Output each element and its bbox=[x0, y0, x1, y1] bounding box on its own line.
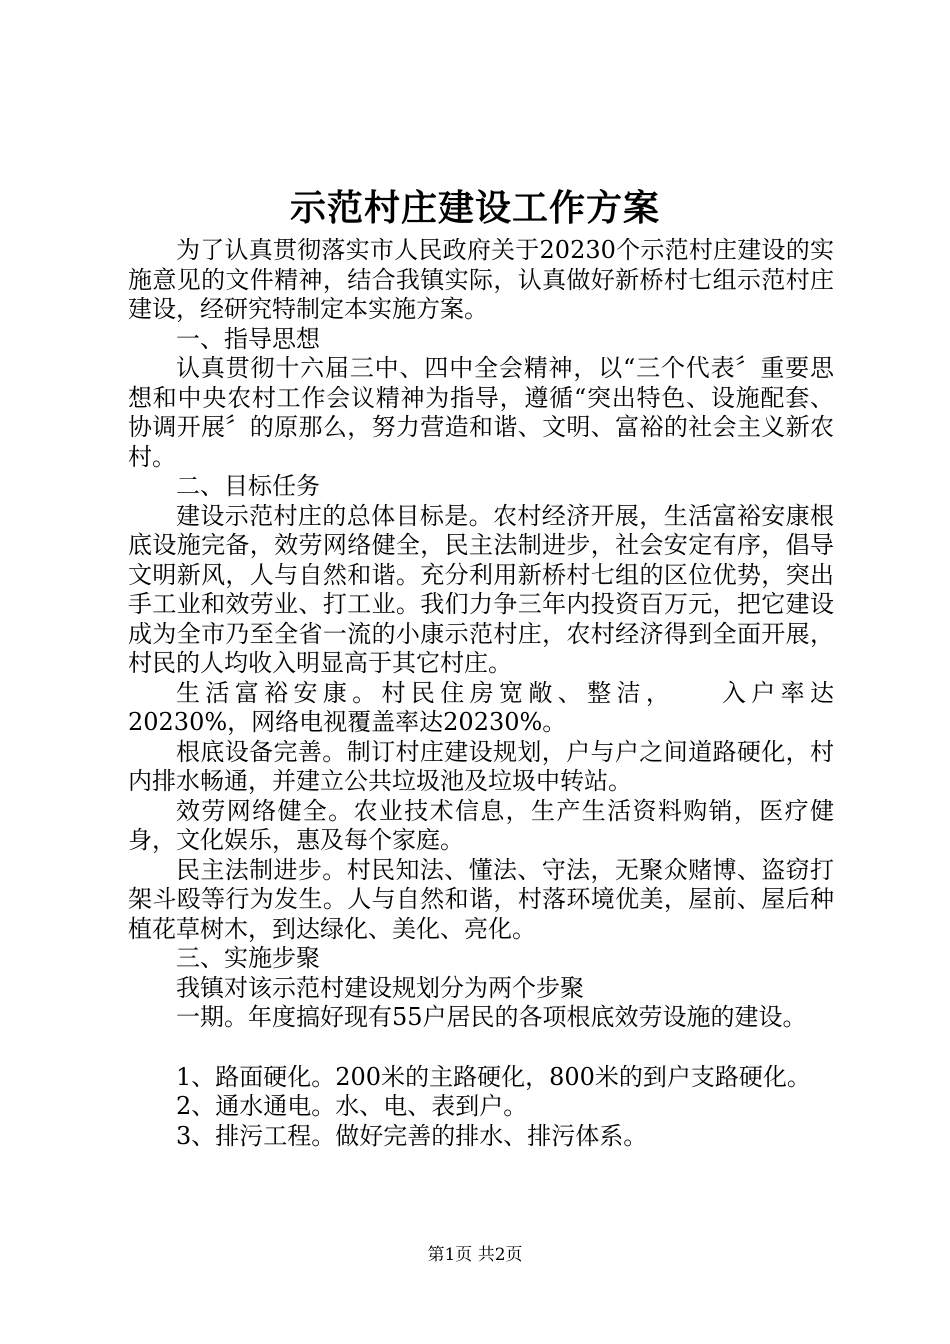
paragraph-service-network: 效劳网络健全。农业技术信息，生产生活资料购销，医疗健身，文化娱乐，惠及每个家庭。 bbox=[128, 796, 834, 854]
paragraph-guiding-ideology: 认真贯彻十六届三中、四中全会精神，以“三个代表〞重要思想和中央农村工作会议精神为指导，遵循“突出特色、设施配套、协调开展〞的原那么，努力营造和谐、文明、富裕的社会主义新农村。 bbox=[128, 354, 834, 471]
document-body bbox=[128, 236, 834, 1151]
paragraph-steps-intro: 我镇对该示范村建设规划分为两个步聚 bbox=[176, 973, 584, 1002]
list-item-road-hardening: 1、路面硬化。200米的主路硬化，800米的到户支路硬化。 bbox=[176, 1062, 811, 1091]
section-heading-goals: 二、目标任务 bbox=[176, 472, 320, 500]
section-heading-guiding-ideology: 一、指导思想 bbox=[176, 324, 320, 353]
paragraph-infrastructure: 根底设备完善。制订村庄建设规划，户与户之间道路硬化，村内排水畅通，并建立公共垃圾池及垃圾中转站。 bbox=[128, 737, 834, 795]
document-title: 示范村庄建设工作方案 bbox=[289, 187, 660, 229]
paragraph-democracy-law: 民主法制进步。村民知法、懂法、守法，无聚众赌博、盗窃打架斗殴等行为发生。人与自然和谐，村落环境优美，屋前、屋后种植花草树木，到达绿化、美化、亮化。 bbox=[128, 855, 834, 943]
paragraph-prosperous-life: 生活富裕安康。村民住房宽敞、整洁， 入户率达20230%，网络电视覆盖率达20230%。 bbox=[128, 678, 834, 736]
paragraph-intro: 为了认真贯彻落实市人民政府关于20230个示范村庄建设的实施意见的文件精神，结合我镇实际，认真做好新桥村七组示范村庄建设，经研究特制定本实施方案。 bbox=[128, 236, 834, 323]
section-heading-steps: 三、实施步聚 bbox=[176, 944, 320, 972]
page-number-footer: 第1页 共2页 bbox=[427, 1245, 523, 1265]
list-item-sewage: 3、排污工程。做好完善的排水、排污体系。 bbox=[176, 1121, 648, 1150]
list-item-water-electricity: 2、通水通电。水、电、表到户。 bbox=[176, 1092, 528, 1120]
paragraph-goals: 建设示范村庄的总体目标是。农村经济开展，生活富裕安康根底设施完备，效劳网络健全，民主法制进步，社会安定有序，倡导文明新风，人与自然和谐。充分利用新桥村七组的区位优势，突出手工业和效劳业、打工业。我们力争三年内投资百万元，把它建设成为全市乃至全省一流的小康示范村庄，农村经济得到全面开展，村民的人均收入明显高于其它村庄。 bbox=[128, 501, 834, 677]
paragraph-phase-one: 一期。年度搞好现有55户居民的各项根底效劳设施的建设。 bbox=[176, 1003, 807, 1031]
